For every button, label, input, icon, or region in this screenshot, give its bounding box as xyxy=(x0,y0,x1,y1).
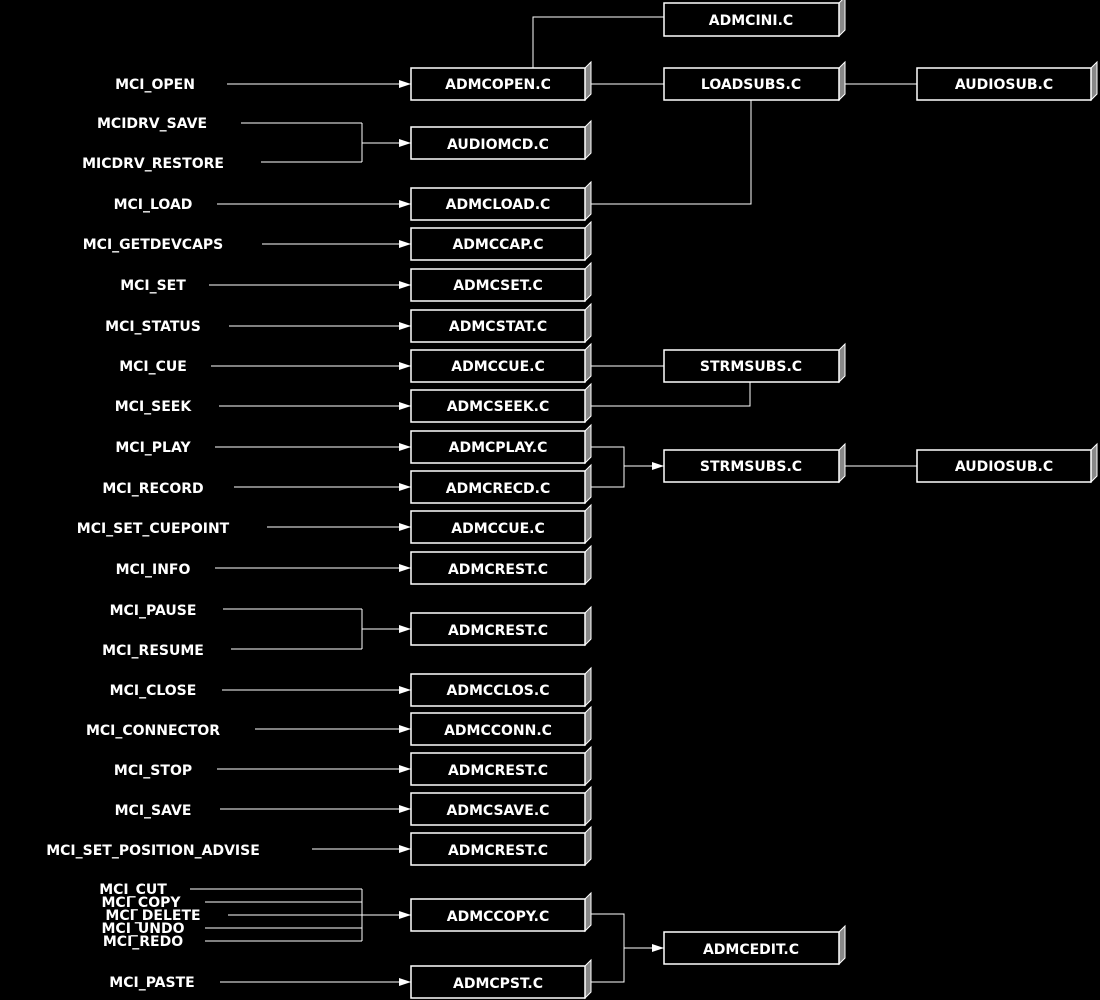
file-label: ADMCSAVE.C xyxy=(446,803,550,819)
file-label: ADMCREST.C xyxy=(447,843,549,859)
file-label: AUDIOSUB.C xyxy=(954,459,1054,475)
file-box xyxy=(411,668,591,706)
file-box xyxy=(411,607,591,645)
file-box xyxy=(664,926,845,964)
file-box xyxy=(411,893,591,931)
message-label: MCIDRV_SAVE xyxy=(96,116,208,132)
file-box xyxy=(917,62,1097,100)
file-box xyxy=(917,444,1097,482)
file-box xyxy=(411,62,591,100)
message-label: MCI_PASTE xyxy=(109,975,195,991)
file-label: ADMCCOPY.C xyxy=(446,909,550,925)
file-box xyxy=(664,444,845,482)
message-label: MCI_SET xyxy=(120,278,186,294)
file-label: STRMSUBS.C xyxy=(699,459,803,475)
file-box xyxy=(411,546,591,584)
file-label: ADMCPST.C xyxy=(452,976,544,992)
file-box xyxy=(411,465,591,503)
file-box xyxy=(411,384,591,422)
file-box xyxy=(411,960,591,998)
file-label: STRMSUBS.C xyxy=(699,359,803,375)
file-box xyxy=(411,747,591,785)
file-label: ADMCCAP.C xyxy=(452,237,544,253)
message-label: MCI_SET_POSITION_ADVISE xyxy=(46,843,260,859)
file-box xyxy=(411,263,591,301)
message-label: MCI_PAUSE xyxy=(109,603,197,619)
message-label: MCI_PLAY xyxy=(115,440,191,456)
message-label: MCI_CLOSE xyxy=(109,683,197,699)
file-boxes xyxy=(411,0,1097,998)
message-label: MCI_OPEN xyxy=(115,77,195,93)
message-label: MCI_SEEK xyxy=(114,399,192,415)
message-label: MCI_GETDEVCAPS xyxy=(82,237,224,253)
file-label: ADMCINI.C xyxy=(708,13,794,29)
file-label: ADMCSET.C xyxy=(453,278,543,294)
file-box xyxy=(664,344,845,382)
file-box xyxy=(411,344,591,382)
message-label: MCI_SAVE xyxy=(114,803,192,819)
message-label: MCI_INFO xyxy=(115,562,191,578)
message-label: MCI_LOAD xyxy=(113,197,193,213)
message-label: MCI_CONNECTOR xyxy=(85,723,221,739)
file-label: ADMCCUE.C xyxy=(451,359,545,375)
file-label: ADMCEDIT.C xyxy=(702,942,800,958)
message-label: MCI_UNDO xyxy=(101,921,185,937)
message-label: MCI_COPY xyxy=(101,895,181,911)
file-label: AUDIOSUB.C xyxy=(954,77,1054,93)
file-label: ADMCREST.C xyxy=(447,623,549,639)
message-label: MCI_STATUS xyxy=(105,319,201,335)
message-label: MCI_STOP xyxy=(113,763,193,779)
file-label: ADMCCONN.C xyxy=(444,723,552,739)
message-label: MICDRV_RESTORE xyxy=(82,156,224,172)
file-label: ADMCREST.C xyxy=(447,562,549,578)
message-label: MCI_RESUME xyxy=(102,643,204,659)
file-box xyxy=(411,425,591,463)
message-label: MCI_SET_CUEPOINT xyxy=(76,521,230,537)
file-label: ADMCPLAY.C xyxy=(448,440,548,456)
file-label: ADMCOPEN.C xyxy=(445,77,551,93)
file-box xyxy=(411,304,591,342)
message-labels xyxy=(46,77,260,991)
file-box xyxy=(411,222,591,260)
file-box xyxy=(411,121,591,159)
message-label: MCI_CUE xyxy=(119,359,187,375)
file-box xyxy=(664,0,845,36)
file-label: LOADSUBS.C xyxy=(700,77,802,93)
file-label: AUDIOMCD.C xyxy=(447,137,549,153)
file-box xyxy=(664,62,845,100)
file-box xyxy=(411,827,591,865)
message-label: MCI_RECORD xyxy=(102,481,204,497)
message-label: MCI_CUT xyxy=(99,882,167,898)
file-box xyxy=(411,787,591,825)
file-label: ADMCCLOS.C xyxy=(446,683,550,699)
file-label: ADMCLOAD.C xyxy=(445,197,551,213)
file-label: ADMCCUE.C xyxy=(451,521,545,537)
file-label: ADMCRECD.C xyxy=(445,481,551,497)
file-label: ADMCSEEK.C xyxy=(446,399,550,415)
file-box xyxy=(411,505,591,543)
file-label: ADMCSTAT.C xyxy=(448,319,548,335)
file-box xyxy=(411,707,591,745)
message-label: MCI_DELETE xyxy=(105,908,201,924)
file-label: ADMCREST.C xyxy=(447,763,549,779)
message-label: MCI_REDO xyxy=(102,934,184,950)
file-box xyxy=(411,182,591,220)
